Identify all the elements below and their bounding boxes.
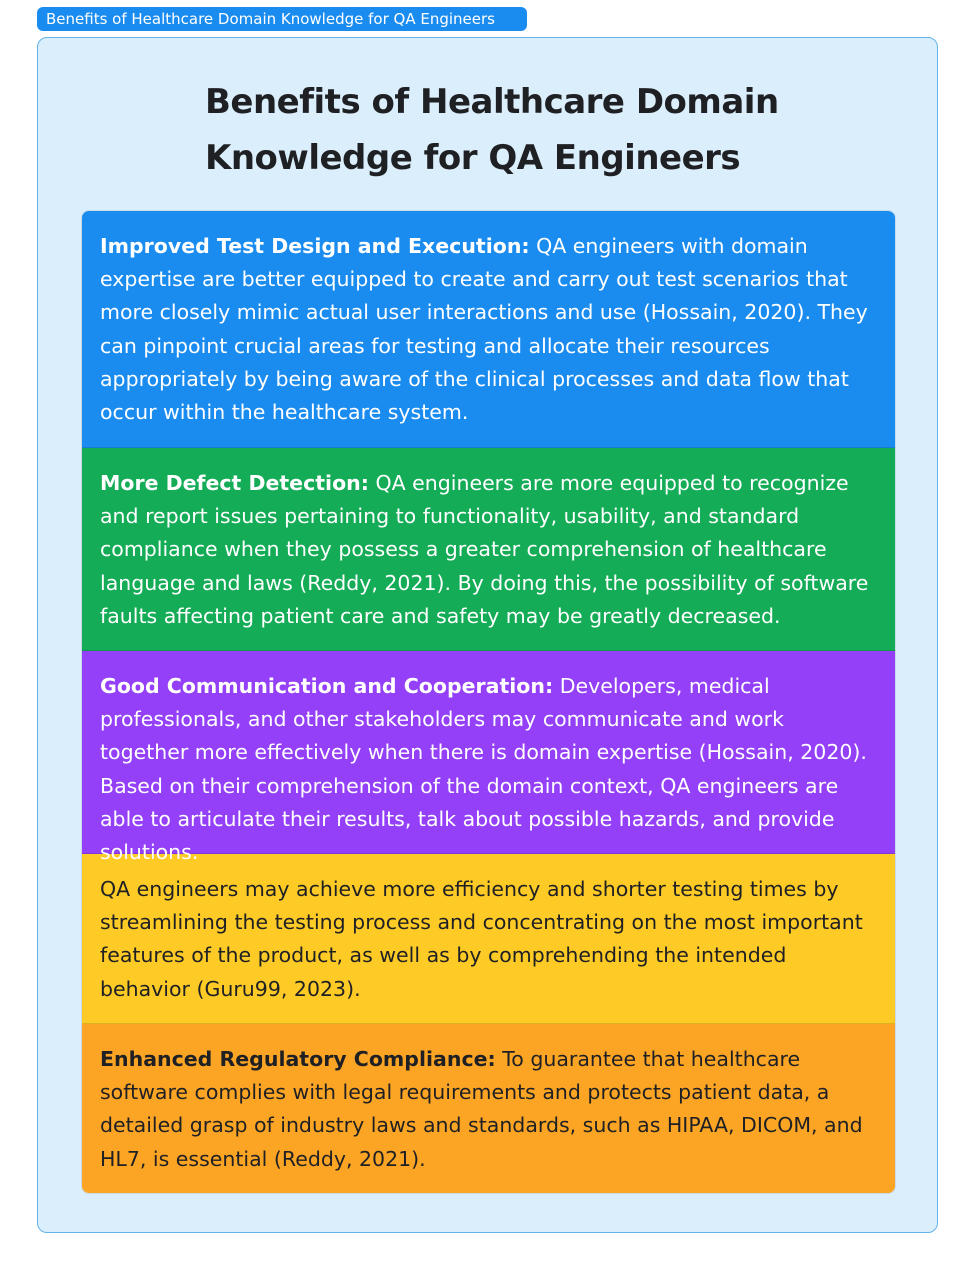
benefit-card-heading: Good Communication and Cooperation: [100,674,554,698]
benefit-card-text: QA engineers may achieve more efficiency and shorter testing times by streamlining the testing process and concentrating on the most important features of the product, as well as by comprehending the intended behavior (Guru99, 2023). [100,877,863,1001]
benefit-card-test-design [82,211,895,448]
benefit-card-heading: Improved Test Design and Execution: [100,234,530,258]
benefit-card-text: Developers, medical professionals, and other stakeholders may communicate and work together more effectively when there is domain expertise (Hossain, 2020). Based on their comprehension of the domain context, QA engineers are able to articulate their results, talk about possible hazards, and provide solutions. [100,674,867,865]
benefits-card-list [81,210,896,1194]
benefit-card-regulatory-compliance [82,1024,895,1193]
header-tab-label: Benefits of Healthcare Domain Knowledge for QA Engineers [37,7,527,31]
benefit-card-text: QA engineers with domain expertise are better equipped to create and carry out test scenarios that more closely mimic actual user interactions and use (Hossain, 2020). They can pinpoint crucial areas for testing and allocate their resources appropriately by being aware of the clinical processes and data flow that occur within the healthcare system. [100,234,868,425]
benefit-card-heading: Enhanced Regulatory Compliance: [100,1047,496,1071]
page-title: Benefits of Healthcare Domain Knowledge for QA Engineers [205,82,779,178]
benefit-card-heading: More Defect Detection: [100,471,369,495]
benefit-card-text: To guarantee that healthcare software complies with legal requirements and protects patient data, a detailed grasp of industry laws and standards, such as HIPAA, DICOM, and HL7, is essential (Reddy, 2021). [100,1047,863,1171]
benefit-card-text: QA engineers are more equipped to recognize and report issues pertaining to functionality, usability, and standard compliance when they possess a greater comprehension of healthcare language and laws (Reddy, 2021). By doing this, the possibility of software faults affecting patient care and safety may be greatly decreased. [100,471,869,628]
benefit-card-efficiency [82,854,895,1024]
benefit-card-defect-detection [82,448,895,651]
benefit-card-communication [82,651,895,865]
